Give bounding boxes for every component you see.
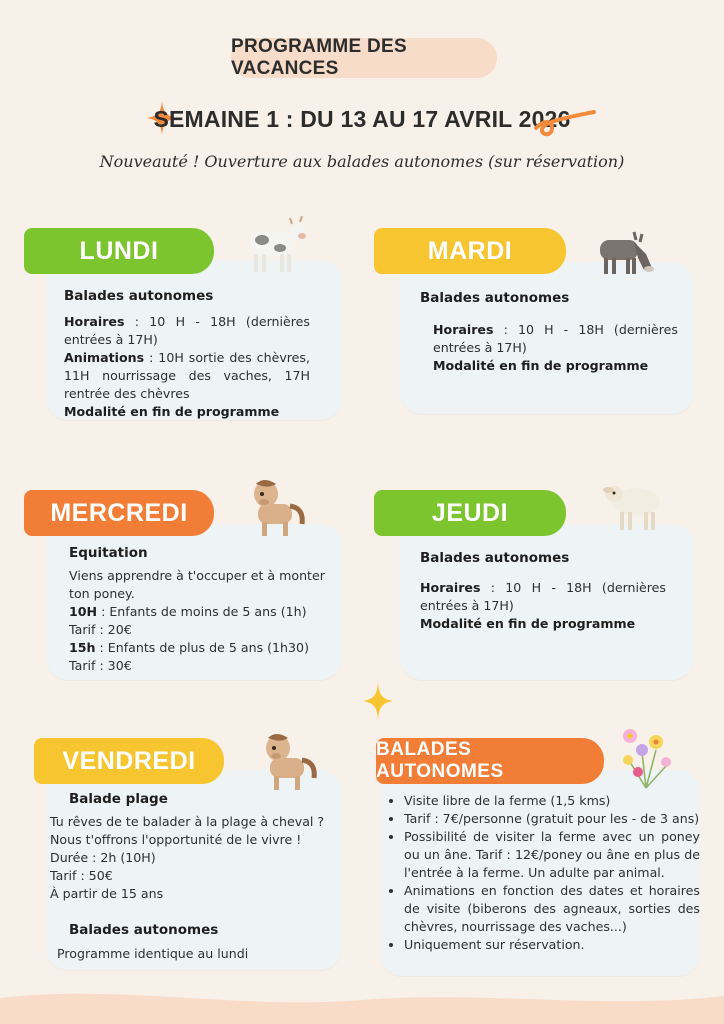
wednesday-intro: Viens apprendre à t'occuper et à monter ton poney. xyxy=(69,568,325,601)
bottom-wave xyxy=(0,980,724,1024)
thursday-hours-text: : 10 H - 18H (dernières entrées à 17H) xyxy=(420,580,666,613)
monday-heading: Balades autonomes xyxy=(64,288,214,304)
week-title: SEMAINE 1 : DU 13 AU 17 AVRIL 2026 xyxy=(153,106,571,132)
monday-tab xyxy=(24,228,214,274)
thursday-body xyxy=(420,549,666,633)
tuesday-hours-text: : 10 H - 18H (dernières entrées à 17H) xyxy=(433,322,678,355)
friday-age: À partir de 15 ans xyxy=(50,886,164,901)
wednesday-tab xyxy=(24,490,214,536)
balades-title: BALADES AUTONOMES xyxy=(376,739,504,782)
balades-tab xyxy=(376,738,604,784)
list-item: • Possibilité de visiter la ferme avec un poney ou un âne. Tarif : 12€/poney ou âne en plus de l'entrée à la ferme. Un adulte par animal. xyxy=(404,828,700,882)
tuesday-tab xyxy=(374,228,566,274)
thursday-day-label: JEUDI xyxy=(431,498,509,527)
monday-hours-label: Horaires xyxy=(64,314,125,329)
monday-hours-text: : 10 H - 18H (dernières entrées à 17H) xyxy=(64,314,310,347)
wednesday-body xyxy=(69,544,333,675)
wednesday-slot2-time: 15h xyxy=(69,640,96,655)
friday-day-label: VENDREDI xyxy=(62,746,196,775)
tuesday-modalite: Modalité en fin de programme xyxy=(433,358,649,373)
balades-list xyxy=(390,792,700,954)
monday-day-label: LUNDI xyxy=(79,236,159,265)
list-item: • Animations en fonction des dates et horaires de visite (biberons des agneaux, sorties des chèvres, nourrissage des vaches...) xyxy=(404,882,700,936)
swirl-icon xyxy=(534,108,596,140)
title-pill xyxy=(231,38,497,78)
friday-heading2: Balades autonomes xyxy=(69,922,219,938)
friday-heading: Balade plage xyxy=(69,791,168,807)
monday-modalite: Modalité en fin de programme xyxy=(64,404,280,419)
friday-note: Programme identique au lundi xyxy=(57,946,249,961)
monday-body xyxy=(64,287,310,421)
page-title: PROGRAMME DES VACANCES xyxy=(231,36,407,79)
tuesday-heading: Balades autonomes xyxy=(420,290,570,306)
pony-icon xyxy=(262,730,324,794)
thursday-modalite: Modalité en fin de programme xyxy=(420,616,636,631)
sheep-icon xyxy=(600,476,666,536)
cow-icon xyxy=(242,214,310,276)
wednesday-slot1-price: Tarif : 20€ xyxy=(69,622,132,637)
wednesday-slot2-price: Tarif : 30€ xyxy=(69,658,132,673)
donkey-icon xyxy=(594,226,660,278)
wednesday-heading: Equitation xyxy=(69,545,148,561)
tuesday-day-label: MARDI xyxy=(427,236,513,265)
flowers-icon xyxy=(616,722,680,790)
tuesday-hours-label: Horaires xyxy=(433,322,494,337)
pony-icon xyxy=(250,476,312,540)
thursday-tab xyxy=(374,490,566,536)
friday-tab xyxy=(34,738,224,784)
list-item: • Uniquement sur réservation. xyxy=(404,936,700,954)
tuesday-body xyxy=(420,289,678,375)
wednesday-day-label: MERCREDI xyxy=(50,498,188,527)
monday-anim-text: : 10H sortie des chèvres, 11H nourrissage des vaches, 17H rentrée des chèvres xyxy=(64,350,310,401)
wednesday-slot2-text: : Enfants de plus de 5 ans (1h30) xyxy=(95,640,309,655)
friday-body xyxy=(50,790,340,963)
friday-line1: Tu rêves de te balader à la plage à cheval ? xyxy=(50,814,325,829)
balades-body xyxy=(390,792,700,954)
friday-line2: Nous t'offrons l'opportunité de le vivre ! xyxy=(50,832,302,847)
wednesday-slot1-text: : Enfants de moins de 5 ans (1h) xyxy=(97,604,307,619)
subtitle: Nouveauté ! Ouverture aux balades autonomes (sur réservation) xyxy=(99,152,625,171)
list-item: • Visite libre de la ferme (1,5 kms) xyxy=(404,792,700,810)
thursday-heading: Balades autonomes xyxy=(420,550,570,566)
list-item: • Tarif : 7€/personne (gratuit pour les - de 3 ans) xyxy=(404,810,700,828)
friday-duration: Durée : 2h (10H) xyxy=(50,850,156,865)
star-icon xyxy=(363,682,393,720)
monday-anim-label: Animations xyxy=(64,350,145,365)
thursday-hours-label: Horaires xyxy=(420,580,481,595)
friday-price: Tarif : 50€ xyxy=(50,868,113,883)
wednesday-slot1-time: 10H xyxy=(69,604,98,619)
